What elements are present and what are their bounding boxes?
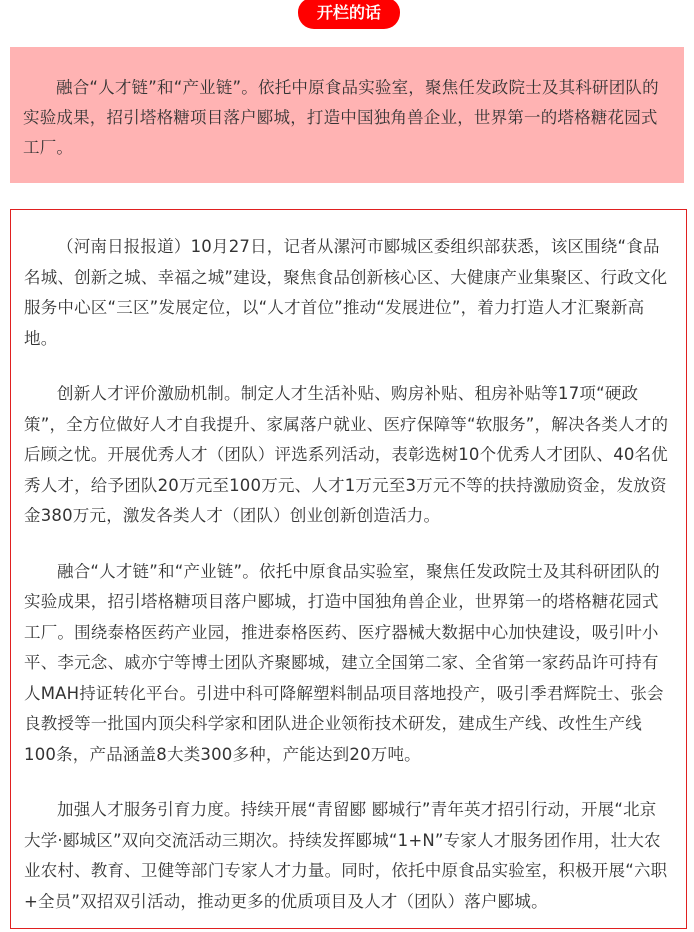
column-intro-badge-label: 开栏的话	[316, 3, 381, 22]
article-paragraph-talent-incentives: 创新人才评价激励机制。制定人才生活补贴、购房补贴、租房补贴等17项“硬政策”，全方位做好人才自我提升、家属落户就业、医疗保障等“软服务”，解决各类人才的后顾之忧。开展优秀人才（团队）评选系列活动，表彰选树10个优秀人才团队、40名优秀人才，给予团队20万元至100万元、人才1万元至3万元不等的扶持激励资金，发放资金380万元，激发各类人才（团队）创业创新创造活力。	[24, 384, 669, 525]
article-body	[10, 209, 687, 929]
intro-paragraph: 融合“人才链”和“产业链”。依托中原食品实验室，聚焦任发政院士及其科研团队的实验成果，招引塔格糖项目落户郾城，打造中国独角兽企业，世界第一的塔格糖花园式工厂。	[23, 78, 659, 157]
intro-box	[10, 47, 684, 183]
article-paragraph-talent-services: 加强人才服务引育力度。持续开展“青留郾 郾城行”青年英才招引行动，开展“北京大学·郾城区”双向交流活动三期次。持续发挥郾城“1+N”专家人才服务团作用，壮大农业农村、教育、卫健等部门专家人才力量。同时，依托中原食品实验室，积极开展“六职+全员”双招双引活动，推动更多的优质项目及人才（团队）落户郾城。	[24, 800, 668, 911]
article-paragraph-talent-industry-chain: 融合“人才链”和“产业链”。依托中原食品实验室，聚焦任发政院士及其科研团队的实验成果，招引塔格糖项目落户郾城，打造中国独角兽企业，世界第一的塔格糖花园式工厂。围绕泰格医药产业园，推进泰格医药、医疗器械大数据中心加快建设，吸引叶小平、李元念、戚亦宁等博士团队齐聚郾城，建立全国第二家、全省第一家药品许可持有人MAH持证转化平台。引进中科可降解塑料制品项目落地投产，吸引季君辉院士、张会良教授等一批国内顶尖科学家和团队进企业领衔技术研发，建成生产线、改性生产线100条，产品涵盖8大类300多种，产能达到20万吨。	[24, 561, 664, 764]
column-intro-badge	[298, 0, 400, 29]
article-paragraph-lead: （河南日报报道）10月27日，记者从漯河市郾城区委组织部获悉，该区围绕“食品名城、创新之城、幸福之城”建设，聚焦食品创新核心区、大健康产业集聚区、行政文化服务中心区“三区”发展定位，以“人才首位”推动“发展进位”，着力打造人才汇聚新高地。	[24, 237, 668, 348]
